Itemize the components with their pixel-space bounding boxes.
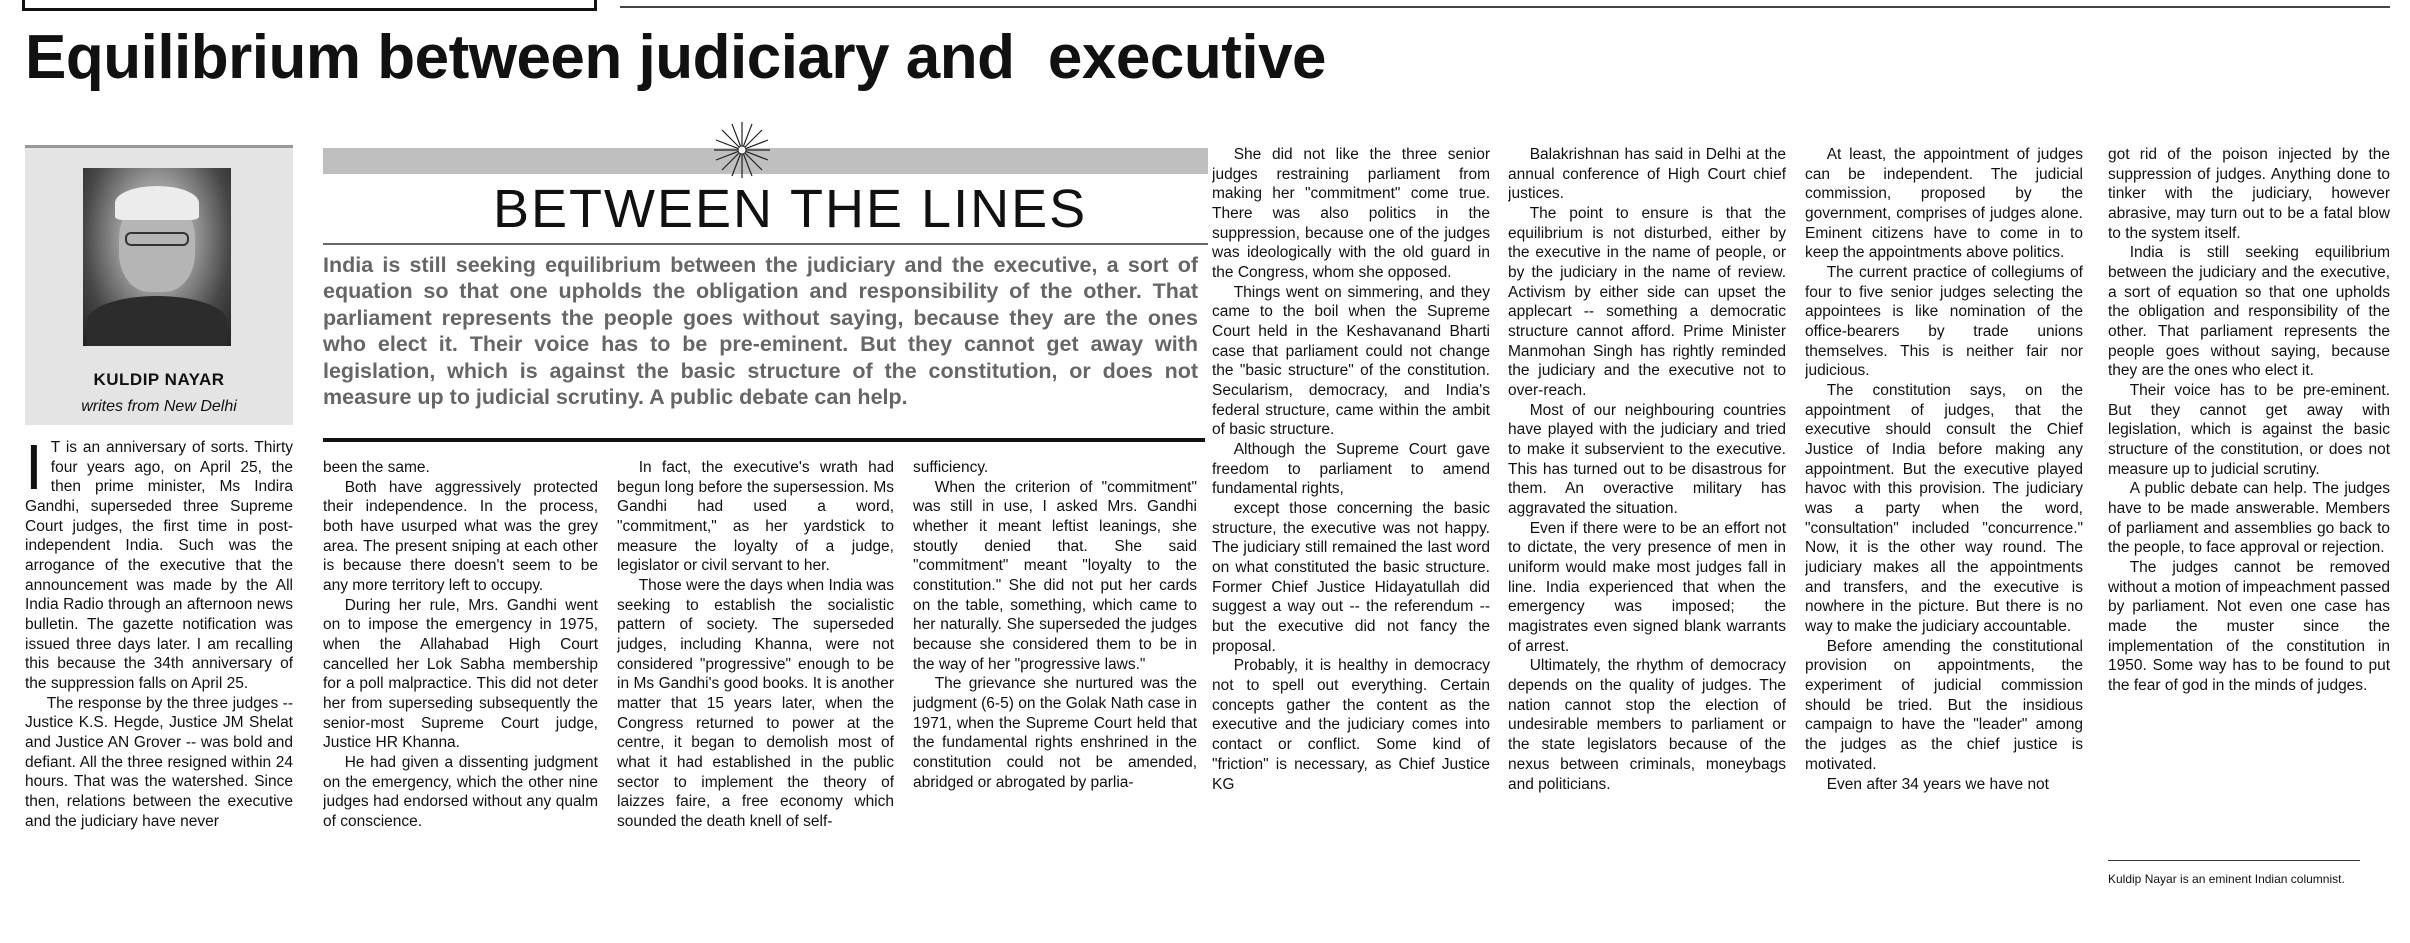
paragraph: In fact, the executive's wrath had begun long before the supersession. Ms Gandhi had used a word, "commitment," as her yardstick to measure the loyalty of a judge, legislator or civil servant to her. <box>617 459 894 575</box>
paragraph: Ultimately, the rhythm of democracy depends on the quality of judges. The nation cannot stop the election of undesirable members to parliament or the state legislators because of the nexus between criminals, moneybags and politicians. <box>1508 657 1786 793</box>
paragraph: Even after 34 years we have not <box>1826 775 2049 793</box>
paragraph: During her rule, Mrs. Gandhi went on to impose the emergency in 1975, when the Allahabad High Court cancelled her Lok Sabha membership for a poll malpractice. This did not deter her from superseding subsequently the senior-most Supreme Court judge, Justice HR Khanna. <box>323 596 598 752</box>
paragraph: The grievance she nurtured was the judgment (6-5) on the Golak Nath case in 1971, when the Supreme Court held that the fundamental rights enshrined in the constitution could not be amended, abridged or abrogated by parlia- <box>913 675 1197 791</box>
author-profile-box <box>25 145 293 425</box>
paragraph: Probably, it is healthy in democracy not to spell out everything. Certain concepts gather the content as the executive and the judiciary comes into contact or conflict. Some kind of "friction" is necessary, as Chief Justice KG <box>1212 657 1490 793</box>
paragraph: The current practice of collegiums of four to five senior judges selecting the appointees is like nomination of the office-bearers by trade unions themselves. This is neither fair nor judicious. <box>1805 264 2083 380</box>
paragraph: The response by the three judges -- Justice K.S. Hegde, Justice JM Shelat and Justice AN Grover -- was bold and defiant. All the three resigned within 24 hours. That was the watershed. Since then, relations between the executive and the judiciary have never <box>25 694 293 830</box>
credit-rule <box>2108 860 2360 861</box>
paragraph: Those were the days when India was seeking to establish the socialistic pattern of society. The superseded judges, including Khanna, were not considered "progressive" enough to be in Ms Gandhi's good books. It is another matter that 15 years later, when the Congress returned to power at the centre, it began to demolish most of what it had established in the public sector to implement the theory of laizzes faire, a free economy which sounded the death knell of self- <box>617 577 894 831</box>
top-box-border <box>22 0 597 11</box>
paragraph: A public debate can help. The judges have to be made answerable. Members of parliament and assemblies go back to the people, to face approval or rejection. <box>2108 480 2390 557</box>
paragraph: sufficiency. <box>913 459 989 476</box>
author-photo <box>83 168 231 346</box>
top-rule <box>620 6 2390 8</box>
paragraph: The judges cannot be removed without a motion of impeachment passed by parliament. Not even one case has made the muster since the implementation of the constitution in 1950. Some way has to be found to put the fear of god in the minds of judges. <box>2108 559 2390 695</box>
paragraph: The point to ensure is that the equilibrium is not disturbed, either by the executive in the name of people, or by the judiciary in the name of review. Activism by either side can upset the applecart -- something a democratic structure cannot afford. Prime Minister Manmohan Singh has rightly reminded the judiciary and the executive not to over-reach. <box>1508 205 1786 400</box>
paragraph: Both have aggressively protected their independence. In the process, both have usurped what was the grey area. The present sniping at each other is because there doesn't seem to be any more territory left to occupy. <box>323 478 598 595</box>
article-column-6 <box>1508 145 1786 794</box>
paragraph: except those concerning the basic structure, the executive was not happy. The judiciary still remained the last word on what constituted the basic structure. Former Chief Justice Hidayatullah did suggest a way out -- the referendum -- but the executive did not fancy the proposal. <box>1212 500 1490 655</box>
paragraph: been the same. <box>323 459 430 476</box>
author-credit: Kuldip Nayar is an eminent Indian columnist. <box>2108 872 2345 886</box>
paragraph: got rid of the poison injected by the suppression of judges. Anything done to tinker with the judiciary, however abrasive, may turn out to be a fatal blow to the system itself. <box>2108 146 2390 242</box>
paragraph: Most of our neighbouring countries have played with the judiciary and tried to make it subservient to the executive. This has turned out to be disastrous for them. An overactive military has aggravated the situation. <box>1508 401 1786 518</box>
author-name: KULDIP NAYAR <box>93 370 225 389</box>
paragraph: At least, the appointment of judges can be independent. The judicial commission, proposed by the government, comprises of judges alone. Eminent citizens have to come in to keep the appointments above politics. <box>1805 146 2083 262</box>
paragraph: Before amending the constitutional provision on appointments, the experiment of judicial commission should be tried. But the insidious campaign to have the "leader" among the judges as the chief justice is motivated. <box>1805 637 2083 773</box>
deck-summary: India is still seeking equilibrium between the judiciary and the executive, a sort of equation so that one upholds the obligation and responsibility of the other. That parliament represents the people goes without saying, because they are the ones who elect it. Their voice has to be pre-eminent. But they cannot get away with legislation, which is against the basic structure of the constitution, or does not measure up to judicial scrutiny. A public debate can help. <box>323 253 1198 410</box>
column-name <box>323 178 1208 246</box>
paragraph: When the criterion of "commitment" was still in use, I asked Mrs. Gandhi whether it meant leftist leanings, she stoutly denied that. She said "commitment" meant "loyalty to the constitution." She did not put her cards on the table, something, which came to her naturally. She superseded the judges because she considered them to be in the way of her "progressive laws." <box>913 478 1197 673</box>
drop-cap: I <box>25 438 43 503</box>
column-name-rule <box>323 243 1208 245</box>
paragraph: The constitution says, on the appointment of judges, that the executive should consult the Chief Justice of India before making any appointment. But the executive played havoc with this provision. The judiciary was a party when the word, "consultation" included "concurrence." Now, it is the other way round. The judiciary makes all the appointments and transfers, and the executive is nowhere in the picture. But there is no way to make the judiciary accountable. <box>1805 382 2083 636</box>
paragraph: I T is an anniversary of sorts. Thirty four years ago, on April 25, the then prime minister, Ms Indira Gandhi, superseded three Supreme Court judges, the first time in post-independent India. Such was the arrogance of the executive that the announcement was made by the All India Radio through an afternoon news bulletin. The gazette notification was issued three days later. I am recalling this because the 34th anniversary of the suppression falls on April 25. <box>25 438 293 693</box>
starburst-icon <box>712 120 772 180</box>
paragraph: Although the Supreme Court gave freedom to parliament to amend fundamental rights, <box>1212 441 1490 498</box>
article-column-5 <box>1212 145 1490 794</box>
paragraph: Even if there were to be an effort not to dictate, the very presence of men in uniform would make most judges fall in line. India experienced that when the emergency was imposed; the magistrates even signed blank warrants of arrest. <box>1508 519 1786 655</box>
column-name-text: BETWEEN THE LINES <box>493 179 1088 239</box>
paragraph: India is still seeking equilibrium between the judiciary and the executive, a sort of equation so that one upholds the obligation and responsibility of the other. That parliament represents the people goes without saying, because they are the ones who elect it. <box>2108 244 2390 380</box>
headline: Equilibrium between judiciary and executive <box>25 23 1327 92</box>
article-column-4 <box>913 458 1197 792</box>
deck-rule <box>323 438 1205 442</box>
paragraph: She did not like the three senior judges restraining parliament from making her "commitment" come true. There was also politics in the suppression, because one of the judges was ideologically with the old guard in the Congress, whom she opposed. <box>1212 146 1490 282</box>
paragraph: Balakrishnan has said in Delhi at the annual conference of High Court chief justices. <box>1508 146 1786 203</box>
article-column-3 <box>617 458 894 832</box>
article-column-7 <box>1805 145 2083 794</box>
paragraph: He had given a dissenting judgment on the emergency, which the other nine judges had endorsed without any qualm of conscience. <box>323 754 598 831</box>
article-column-1 <box>25 438 293 831</box>
article-column-8 <box>2108 145 2390 696</box>
paragraph: Their voice has to be pre-eminent. But they cannot get away with legislation, which is against the basic structure of the constitution, or does not measure up to judicial scrutiny. <box>2108 382 2390 478</box>
paragraph: Things went on simmering, and they came to the boil when the Supreme Court held in the Keshavanand Bharti case that parliament could not change the "basic structure" of the constitution. Secularism, democracy, and India's federal structure, came within the ambit of basic structure. <box>1212 283 1490 439</box>
author-byline: writes from New Delhi <box>81 398 237 415</box>
article-column-2 <box>323 458 598 832</box>
